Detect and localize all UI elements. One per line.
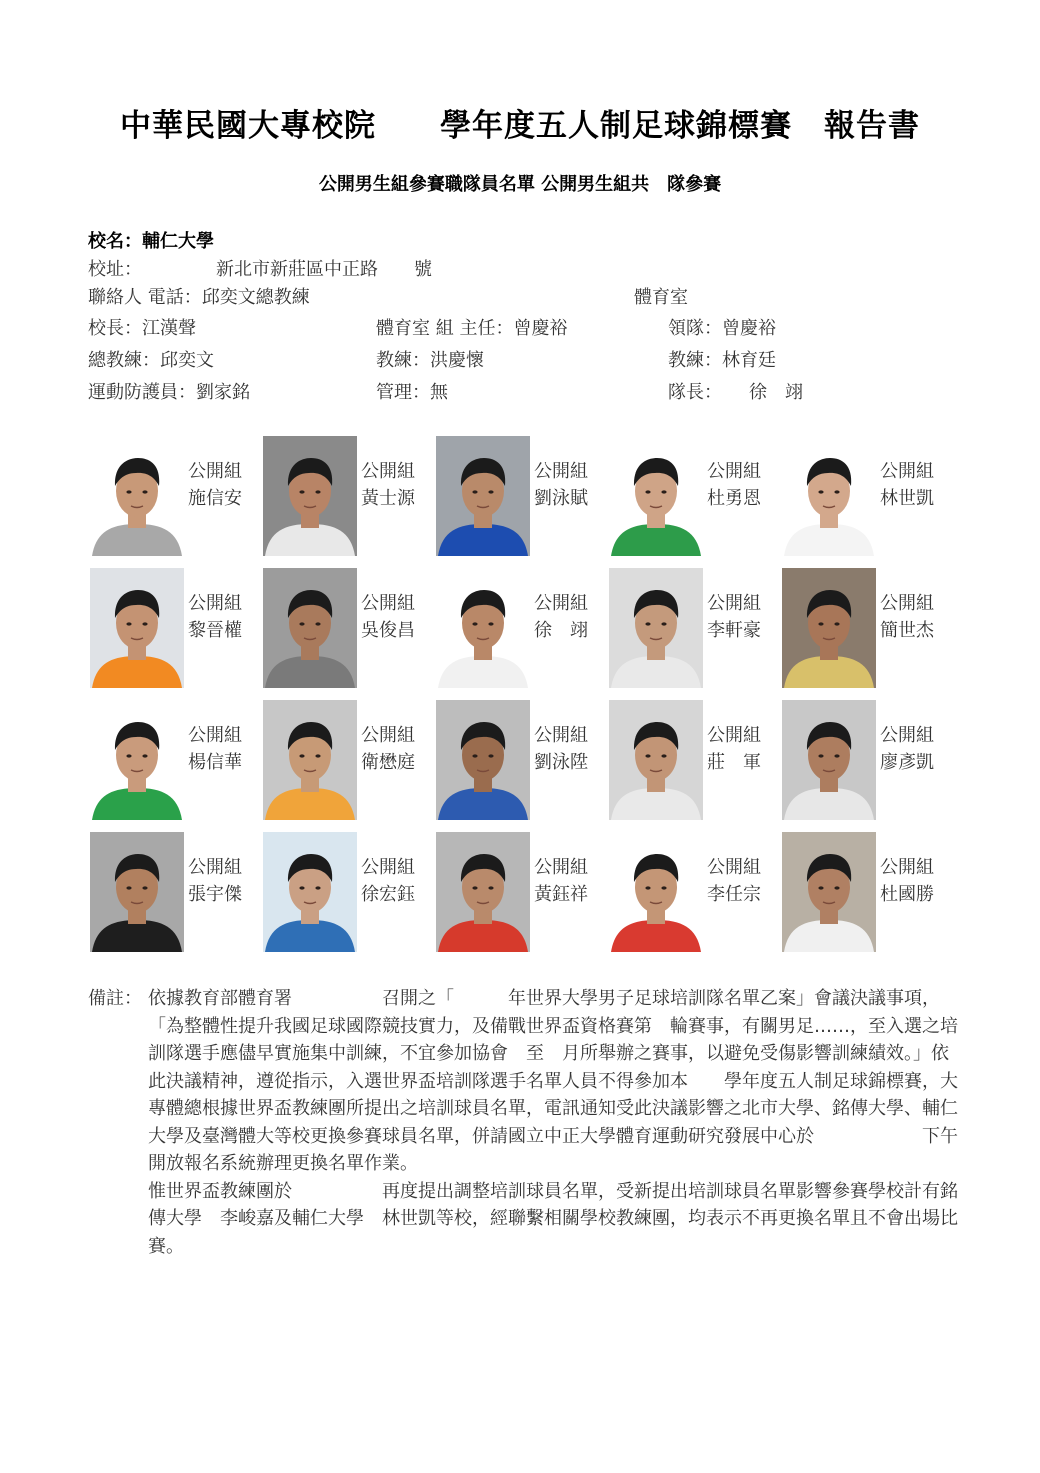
player-photo (263, 568, 357, 688)
player-label (361, 590, 415, 644)
player-label (361, 722, 415, 776)
player-division: 公開組 (534, 461, 588, 482)
player-division: 公開組 (188, 725, 242, 746)
principal: 校長：江漢聲 (88, 318, 196, 339)
player-photo (609, 700, 703, 820)
player-division: 公開組 (880, 593, 934, 614)
team-captain: 隊長： 徐 翊 (668, 382, 803, 403)
player-label (188, 590, 242, 644)
player-name: 劉泳陞 (534, 752, 588, 773)
player-photo (782, 568, 876, 688)
player-photo (782, 832, 876, 952)
player-name: 徐宏鈺 (361, 884, 415, 905)
player-label (188, 722, 242, 776)
player-name: 劉泳賦 (534, 488, 588, 509)
player-roster-grid (88, 436, 968, 952)
player-name: 杜國勝 (880, 884, 934, 905)
player-division: 公開組 (188, 857, 242, 878)
player-name: 吳俊昌 (361, 620, 415, 641)
player-division: 公開組 (188, 461, 242, 482)
player-photo (436, 436, 530, 556)
player-card (780, 700, 952, 822)
player-card (607, 832, 779, 954)
player-label (534, 854, 588, 908)
player-photo (90, 832, 184, 952)
player-label (707, 458, 761, 512)
player-division: 公開組 (880, 461, 934, 482)
player-photo (609, 436, 703, 556)
player-name: 黃鈺祥 (534, 884, 588, 905)
school-name: 校名：輔仁大學 (88, 231, 214, 252)
player-card (780, 568, 952, 690)
player-photo (90, 700, 184, 820)
player-name: 衛懋庭 (361, 752, 415, 773)
report-subtitle: 公開男生組參賽職隊員名單 公開男生組共 隊參賽 (318, 174, 722, 195)
player-card (261, 832, 433, 954)
player-division: 公開組 (361, 725, 415, 746)
player-card (261, 700, 433, 822)
player-division: 公開組 (361, 857, 415, 878)
player-division: 公開組 (707, 725, 761, 746)
player-card (261, 436, 433, 558)
player-name: 徐 翊 (534, 620, 588, 641)
team-leader: 領隊：曾慶裕 (668, 318, 776, 339)
address: 新北市新莊區中正路 號 (216, 259, 432, 280)
player-label (880, 590, 934, 644)
player-label (707, 590, 761, 644)
player-photo (436, 700, 530, 820)
player-label (707, 854, 761, 908)
player-photo (263, 832, 357, 952)
player-name: 林世凱 (880, 488, 934, 509)
player-name: 廖彥凱 (880, 752, 934, 773)
remarks-paragraph-1: 依據教育部體育署 召開之「 年世界大學男子足球培訓隊名單乙案」會議決議事項，「為整體性提升我國足球國際競技實力，及備戰世界盃資格賽第 輪賽事，有關男足……，至入選之培訓隊選手應儘早實施集中訓練，不宜參加協會 至 月所舉辦之賽事，以避免受傷影響訓練績效。」依此決議精神，遵從指示，入選世界盃培訓隊選手名單人員不得參加本 學年度五人制足球錦標賽，大專體總根據世界盃教練團所提出之培訓球員名單，電訊通知受此決議影響之北市大學、銘傳大學、輔仁大學及臺灣體大等校更換參賽球員名單，併請國立中正大學體育運動研究發展中心於 下午開放報名系統辦理更換名單作業。 (148, 988, 958, 1174)
player-label (534, 590, 588, 644)
office: 體育室 (634, 287, 688, 308)
player-division: 公開組 (707, 857, 761, 878)
player-division: 公開組 (361, 593, 415, 614)
player-photo (609, 832, 703, 952)
player-division: 公開組 (707, 593, 761, 614)
player-name: 黃士源 (361, 488, 415, 509)
player-label (188, 458, 242, 512)
player-division: 公開組 (880, 857, 934, 878)
player-label (361, 458, 415, 512)
coach-1: 教練：洪慶懷 (376, 350, 484, 371)
head-coach: 總教練：邱奕文 (88, 350, 214, 371)
player-division: 公開組 (534, 857, 588, 878)
player-card (434, 700, 606, 822)
player-division: 公開組 (534, 593, 588, 614)
player-division: 公開組 (534, 725, 588, 746)
player-card (434, 436, 606, 558)
player-photo (263, 436, 357, 556)
player-card (261, 568, 433, 690)
player-name: 李軒豪 (707, 620, 761, 641)
player-division: 公開組 (361, 461, 415, 482)
player-card (434, 832, 606, 954)
remarks-label: 備註： (88, 988, 142, 1009)
player-name: 黎晉權 (188, 620, 242, 641)
player-division: 公開組 (188, 593, 242, 614)
player-photo (782, 700, 876, 820)
player-label (534, 458, 588, 512)
player-label (880, 722, 934, 776)
coach-2: 教練：林育廷 (668, 350, 776, 371)
player-division: 公開組 (707, 461, 761, 482)
player-photo (782, 436, 876, 556)
sports-director: 體育室 組 主任：曾慶裕 (376, 318, 568, 339)
player-name: 張宇傑 (188, 884, 242, 905)
player-label (880, 458, 934, 512)
player-photo (436, 568, 530, 688)
remarks-paragraph-2: 惟世界盃教練團於 再度提出調整培訓球員名單，受新提出培訓球員名單影響參賽學校計有銘傳大學 李峻嘉及輔仁大學 林世凱等校，經聯繫相關學校教練團，均表示不再更換名單且不會出場比賽。 (148, 1180, 958, 1257)
player-label (188, 854, 242, 908)
player-label (707, 722, 761, 776)
player-name: 施信安 (188, 488, 242, 509)
player-card (780, 436, 952, 558)
player-photo (90, 568, 184, 688)
remarks-section (88, 985, 958, 1260)
player-card (88, 700, 260, 822)
player-card (607, 436, 779, 558)
player-photo (609, 568, 703, 688)
player-card (434, 568, 606, 690)
player-name: 杜勇恩 (707, 488, 761, 509)
contact-person: 聯絡人 電話：邱奕文總教練 (88, 287, 310, 308)
athletic-trainer: 運動防護員：劉家銘 (88, 382, 250, 403)
player-card (607, 700, 779, 822)
report-title: 中華民國大專校院 學年度五人制足球錦標賽 報告書 (120, 108, 920, 144)
player-label (880, 854, 934, 908)
player-card (88, 568, 260, 690)
player-card (780, 832, 952, 954)
player-card (88, 436, 260, 558)
player-photo (436, 832, 530, 952)
address-label: 校址： (88, 259, 142, 280)
player-label (361, 854, 415, 908)
player-division: 公開組 (880, 725, 934, 746)
player-name: 簡世杰 (880, 620, 934, 641)
player-photo (90, 436, 184, 556)
player-name: 莊 軍 (707, 752, 761, 773)
player-card (88, 832, 260, 954)
player-name: 楊信華 (188, 752, 242, 773)
team-manager: 管理：無 (376, 382, 448, 403)
player-name: 李任宗 (707, 884, 761, 905)
player-photo (263, 700, 357, 820)
player-label (534, 722, 588, 776)
player-card (607, 568, 779, 690)
